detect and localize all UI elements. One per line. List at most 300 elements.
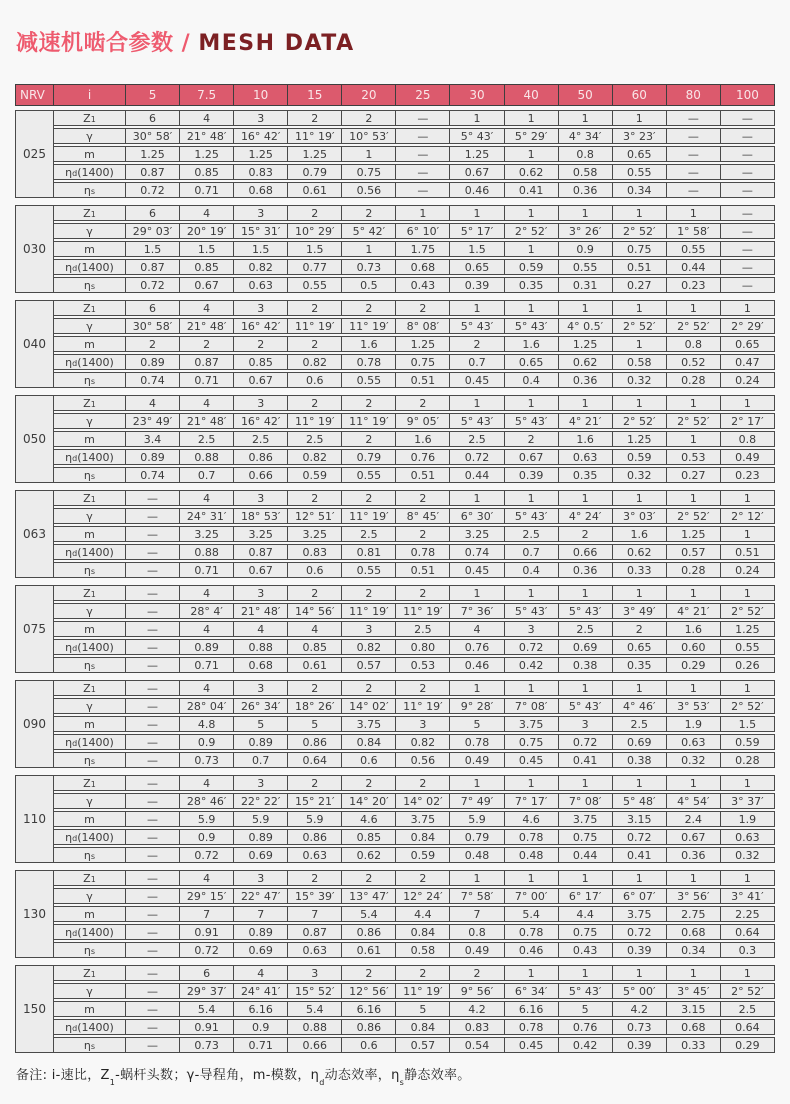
- value-cell: 0.9: [179, 829, 234, 845]
- row-label-cell: Z $_1$: [53, 965, 126, 981]
- value-cell: 2° 12′: [720, 508, 775, 524]
- value-cell: 2: [341, 205, 396, 221]
- row-label-cell: η $_d$ (1400): [53, 544, 126, 560]
- value-cell: 11° 19′: [341, 413, 396, 429]
- value-cell: 0.4: [504, 562, 559, 578]
- row-label-cell: η $_s$: [53, 277, 126, 293]
- value-cell: 0.46: [504, 942, 559, 958]
- header-cell-nrv: NRV: [15, 84, 54, 106]
- table-row: [53, 544, 775, 560]
- table-row: [53, 372, 775, 388]
- value-cell: 0.39: [504, 467, 559, 483]
- value-cell: 1: [720, 526, 775, 542]
- nrv-size-cell: 040: [15, 300, 54, 388]
- table-row: [53, 621, 775, 637]
- value-cell: 2: [341, 585, 396, 601]
- value-cell: —: [125, 829, 180, 845]
- value-cell: 0.59: [720, 734, 775, 750]
- mesh-table-nrv-025: [15, 110, 775, 198]
- value-cell: 0.3: [720, 942, 775, 958]
- table-row: [53, 870, 775, 886]
- value-cell: 3: [287, 965, 342, 981]
- value-cell: 4: [287, 621, 342, 637]
- value-cell: 0.41: [612, 847, 667, 863]
- table-row: [53, 942, 775, 958]
- value-cell: 16° 42′: [233, 128, 288, 144]
- value-cell: 4: [179, 490, 234, 506]
- value-cell: 2: [287, 585, 342, 601]
- value-cell: 1: [612, 110, 667, 126]
- value-cell: 1.75: [395, 241, 450, 257]
- value-cell: 0.76: [395, 449, 450, 465]
- value-cell: 0.48: [449, 847, 504, 863]
- value-cell: 0.68: [233, 182, 288, 198]
- value-cell: —: [125, 752, 180, 768]
- value-cell: 4: [179, 110, 234, 126]
- value-cell: 1° 58′: [666, 223, 721, 239]
- value-cell: 2.5: [504, 526, 559, 542]
- value-cell: 0.86: [233, 449, 288, 465]
- value-cell: 4.8: [179, 716, 234, 732]
- value-cell: 2° 52′: [666, 508, 721, 524]
- value-cell: —: [125, 942, 180, 958]
- value-cell: 2: [233, 336, 288, 352]
- value-cell: 1: [612, 336, 667, 352]
- value-cell: 3.75: [395, 811, 450, 827]
- table-row: [53, 1001, 775, 1017]
- value-cell: —: [666, 110, 721, 126]
- value-cell: 0.55: [558, 259, 613, 275]
- header-cell-ratio-i: i: [53, 84, 126, 106]
- value-cell: 0.68: [395, 259, 450, 275]
- value-cell: 1: [504, 775, 559, 791]
- value-cell: 1: [612, 490, 667, 506]
- value-cell: 5° 43′: [558, 983, 613, 999]
- value-cell: —: [125, 698, 180, 714]
- value-cell: 0.39: [612, 942, 667, 958]
- value-cell: 0.51: [395, 467, 450, 483]
- value-cell: 14° 02′: [341, 698, 396, 714]
- value-cell: 5° 43′: [504, 508, 559, 524]
- table-rows: [53, 490, 775, 578]
- value-cell: 11° 19′: [287, 128, 342, 144]
- value-cell: 5.4: [179, 1001, 234, 1017]
- value-cell: 5° 43′: [449, 413, 504, 429]
- value-cell: 10° 29′: [287, 223, 342, 239]
- value-cell: 5° 43′: [558, 603, 613, 619]
- value-cell: 0.23: [720, 467, 775, 483]
- value-cell: 0.59: [287, 467, 342, 483]
- value-cell: 4.4: [558, 906, 613, 922]
- value-cell: 0.72: [558, 734, 613, 750]
- value-cell: 2.5: [287, 431, 342, 447]
- value-cell: 0.67: [233, 372, 288, 388]
- value-cell: 1: [666, 585, 721, 601]
- value-cell: 3: [504, 621, 559, 637]
- value-cell: 7° 08′: [504, 698, 559, 714]
- value-cell: 0.49: [720, 449, 775, 465]
- value-cell: 3: [558, 716, 613, 732]
- value-cell: 7: [179, 906, 234, 922]
- value-cell: 0.65: [612, 146, 667, 162]
- value-cell: 5.4: [287, 1001, 342, 1017]
- value-cell: 3° 49′: [612, 603, 667, 619]
- value-cell: 1: [612, 205, 667, 221]
- value-cell: 1: [720, 490, 775, 506]
- value-cell: —: [720, 128, 775, 144]
- value-cell: 3: [233, 205, 288, 221]
- value-cell: 6: [179, 965, 234, 981]
- value-cell: 3° 56′: [666, 888, 721, 904]
- value-cell: 0.77: [287, 259, 342, 275]
- value-cell: —: [125, 508, 180, 524]
- value-cell: 21° 48′: [179, 413, 234, 429]
- value-cell: 6: [125, 110, 180, 126]
- value-cell: 28° 4′: [179, 603, 234, 619]
- mesh-data-sheet: [0, 84, 790, 1053]
- value-cell: 1: [558, 490, 613, 506]
- value-cell: 0.84: [341, 734, 396, 750]
- value-cell: 0.46: [449, 182, 504, 198]
- value-cell: 0.53: [395, 657, 450, 673]
- value-cell: 3° 41′: [720, 888, 775, 904]
- header-cell-ratio: 20: [341, 84, 396, 106]
- header-cell-ratio: 25: [395, 84, 450, 106]
- value-cell: 0.58: [612, 354, 667, 370]
- value-cell: 7° 08′: [558, 793, 613, 809]
- row-label-cell: η $_d$ (1400): [53, 449, 126, 465]
- value-cell: 0.82: [341, 639, 396, 655]
- value-cell: 0.91: [179, 924, 234, 940]
- row-label-cell: η $_d$ (1400): [53, 354, 126, 370]
- value-cell: —: [125, 544, 180, 560]
- value-cell: 3: [233, 870, 288, 886]
- value-cell: 3.75: [612, 906, 667, 922]
- value-cell: —: [125, 639, 180, 655]
- mesh-table-nrv-150: [15, 965, 775, 1053]
- table-row: [53, 128, 775, 144]
- value-cell: 0.66: [558, 544, 613, 560]
- row-label-cell: γ: [53, 888, 126, 904]
- value-cell: 2: [395, 395, 450, 411]
- value-cell: 2: [179, 336, 234, 352]
- nrv-size-cell: 075: [15, 585, 54, 673]
- value-cell: 1.5: [179, 241, 234, 257]
- table-rows: [53, 205, 775, 293]
- value-cell: 4° 0.5′: [558, 318, 613, 334]
- value-cell: 3.75: [341, 716, 396, 732]
- row-label-cell: η $_s$: [53, 847, 126, 863]
- table-row: [53, 354, 775, 370]
- table-rows: [53, 300, 775, 388]
- value-cell: 5° 43′: [504, 603, 559, 619]
- value-cell: 5° 43′: [504, 318, 559, 334]
- value-cell: —: [125, 906, 180, 922]
- value-cell: 2: [449, 965, 504, 981]
- value-cell: 3.25: [233, 526, 288, 542]
- value-cell: 0.52: [666, 354, 721, 370]
- value-cell: 0.55: [720, 639, 775, 655]
- value-cell: 2: [395, 870, 450, 886]
- value-cell: 1: [720, 965, 775, 981]
- value-cell: 0.76: [558, 1019, 613, 1035]
- value-cell: 3.4: [125, 431, 180, 447]
- value-cell: 7: [449, 906, 504, 922]
- value-cell: 0.74: [125, 372, 180, 388]
- mesh-table-nrv-110: [15, 775, 775, 863]
- value-cell: —: [720, 223, 775, 239]
- value-cell: 1: [504, 870, 559, 886]
- value-cell: 0.72: [449, 449, 504, 465]
- value-cell: 1: [341, 146, 396, 162]
- value-cell: 0.73: [179, 752, 234, 768]
- table-row: [53, 277, 775, 293]
- value-cell: 0.89: [233, 734, 288, 750]
- header-cell-ratio: 5: [125, 84, 180, 106]
- value-cell: 4° 34′: [558, 128, 613, 144]
- value-cell: 2: [287, 680, 342, 696]
- value-cell: 14° 20′: [341, 793, 396, 809]
- value-cell: 5.9: [179, 811, 234, 827]
- value-cell: 1.25: [720, 621, 775, 637]
- table-row: [53, 336, 775, 352]
- table-row: [53, 983, 775, 999]
- value-cell: 2: [612, 621, 667, 637]
- table-row: [53, 467, 775, 483]
- value-cell: 0.66: [233, 467, 288, 483]
- table-row: [53, 508, 775, 524]
- value-cell: 4° 46′: [612, 698, 667, 714]
- value-cell: 1: [666, 775, 721, 791]
- value-cell: 2: [287, 300, 342, 316]
- value-cell: 0.68: [666, 1019, 721, 1035]
- value-cell: —: [395, 128, 450, 144]
- row-label-cell: Z $_1$: [53, 300, 126, 316]
- table-row: [53, 906, 775, 922]
- value-cell: 0.89: [233, 924, 288, 940]
- header-cell-ratio: 80: [666, 84, 721, 106]
- value-cell: 3: [233, 300, 288, 316]
- value-cell: 21° 48′: [179, 128, 234, 144]
- value-cell: 0.74: [125, 467, 180, 483]
- value-cell: 12° 24′: [395, 888, 450, 904]
- value-cell: 1: [558, 965, 613, 981]
- value-cell: 4.4: [395, 906, 450, 922]
- value-cell: 0.78: [449, 734, 504, 750]
- value-cell: —: [720, 205, 775, 221]
- value-cell: 15° 52′: [287, 983, 342, 999]
- value-cell: —: [125, 965, 180, 981]
- value-cell: 11° 19′: [395, 698, 450, 714]
- value-cell: 0.51: [720, 544, 775, 560]
- mesh-table-nrv-090: [15, 680, 775, 768]
- value-cell: 0.45: [504, 752, 559, 768]
- table-row: [53, 562, 775, 578]
- value-cell: 0.7: [504, 544, 559, 560]
- value-cell: 28° 46′: [179, 793, 234, 809]
- value-cell: 6° 10′: [395, 223, 450, 239]
- value-cell: 1: [612, 585, 667, 601]
- value-cell: 4° 24′: [558, 508, 613, 524]
- value-cell: 0.55: [341, 372, 396, 388]
- value-cell: 0.64: [720, 1019, 775, 1035]
- value-cell: 11° 19′: [287, 413, 342, 429]
- value-cell: 1: [666, 680, 721, 696]
- mesh-table-nrv-030: [15, 205, 775, 293]
- nrv-size-cell: 130: [15, 870, 54, 958]
- value-cell: 1: [449, 110, 504, 126]
- value-cell: 12° 56′: [341, 983, 396, 999]
- row-label-cell: η $_s$: [53, 182, 126, 198]
- value-cell: 0.41: [504, 182, 559, 198]
- value-cell: 0.34: [666, 942, 721, 958]
- value-cell: 9° 28′: [449, 698, 504, 714]
- value-cell: 0.69: [612, 734, 667, 750]
- value-cell: 0.49: [449, 752, 504, 768]
- value-cell: 14° 56′: [287, 603, 342, 619]
- value-cell: 24° 41′: [233, 983, 288, 999]
- value-cell: 3: [233, 680, 288, 696]
- value-cell: —: [395, 110, 450, 126]
- value-cell: 5.4: [341, 906, 396, 922]
- value-cell: 0.89: [125, 449, 180, 465]
- row-label-cell: γ: [53, 698, 126, 714]
- value-cell: 2: [341, 395, 396, 411]
- table-row: [53, 585, 775, 601]
- value-cell: 2° 52′: [612, 223, 667, 239]
- value-cell: 0.87: [179, 354, 234, 370]
- value-cell: 0.56: [341, 182, 396, 198]
- value-cell: 5° 29′: [504, 128, 559, 144]
- value-cell: 1: [449, 585, 504, 601]
- value-cell: 0.72: [125, 182, 180, 198]
- value-cell: 0.63: [287, 847, 342, 863]
- value-cell: 0.71: [179, 562, 234, 578]
- value-cell: 0.71: [179, 182, 234, 198]
- value-cell: 6: [125, 205, 180, 221]
- table-row: [53, 924, 775, 940]
- value-cell: 2: [287, 336, 342, 352]
- value-cell: 2: [395, 965, 450, 981]
- value-cell: 0.79: [341, 449, 396, 465]
- value-cell: 30° 58′: [125, 128, 180, 144]
- value-cell: —: [125, 1001, 180, 1017]
- value-cell: 0.81: [341, 544, 396, 560]
- value-cell: 2.5: [233, 431, 288, 447]
- value-cell: 7° 17′: [504, 793, 559, 809]
- table-row: [53, 734, 775, 750]
- nrv-size-cell: 063: [15, 490, 54, 578]
- value-cell: 1: [666, 431, 721, 447]
- value-cell: 2: [341, 680, 396, 696]
- value-cell: 2° 52′: [504, 223, 559, 239]
- value-cell: 0.62: [612, 544, 667, 560]
- value-cell: 0.60: [666, 639, 721, 655]
- value-cell: 2: [125, 336, 180, 352]
- value-cell: 2.5: [720, 1001, 775, 1017]
- value-cell: 1.25: [287, 146, 342, 162]
- value-cell: 1: [666, 395, 721, 411]
- value-cell: 0.62: [558, 354, 613, 370]
- value-cell: 1: [612, 395, 667, 411]
- mesh-table-nrv-130: [15, 870, 775, 958]
- table-row: [53, 1037, 775, 1053]
- table-rows: [53, 585, 775, 673]
- value-cell: 0.69: [233, 942, 288, 958]
- value-cell: 11° 19′: [287, 318, 342, 334]
- nrv-size-cell: 090: [15, 680, 54, 768]
- value-cell: 6.16: [341, 1001, 396, 1017]
- value-cell: 1: [720, 680, 775, 696]
- value-cell: 0.87: [125, 259, 180, 275]
- value-cell: 4° 21′: [666, 603, 721, 619]
- value-cell: 0.57: [395, 1037, 450, 1053]
- value-cell: —: [125, 775, 180, 791]
- table-row: [53, 300, 775, 316]
- value-cell: —: [666, 128, 721, 144]
- value-cell: 0.85: [341, 829, 396, 845]
- value-cell: 0.91: [179, 1019, 234, 1035]
- value-cell: 0.78: [504, 1019, 559, 1035]
- value-cell: 1: [558, 680, 613, 696]
- row-label-cell: γ: [53, 508, 126, 524]
- value-cell: 0.84: [395, 829, 450, 845]
- value-cell: 0.61: [287, 657, 342, 673]
- value-cell: 1: [504, 965, 559, 981]
- value-cell: 5.9: [449, 811, 504, 827]
- value-cell: 0.46: [449, 657, 504, 673]
- row-label-cell: γ: [53, 128, 126, 144]
- value-cell: 0.65: [720, 336, 775, 352]
- value-cell: 2: [395, 300, 450, 316]
- value-cell: 7° 36′: [449, 603, 504, 619]
- value-cell: 2: [341, 431, 396, 447]
- value-cell: 0.65: [612, 639, 667, 655]
- row-label-cell: Z $_1$: [53, 775, 126, 791]
- value-cell: 0.75: [504, 734, 559, 750]
- value-cell: 0.64: [287, 752, 342, 768]
- value-cell: 1.25: [395, 336, 450, 352]
- nrv-size-cell: 030: [15, 205, 54, 293]
- row-label-cell: η $_d$ (1400): [53, 259, 126, 275]
- header-cell-ratio: 30: [449, 84, 504, 106]
- value-cell: 0.8: [666, 336, 721, 352]
- value-cell: 4: [449, 621, 504, 637]
- row-label-cell: η $_d$ (1400): [53, 924, 126, 940]
- value-cell: —: [125, 847, 180, 863]
- value-cell: 0.63: [287, 942, 342, 958]
- value-cell: 29° 15′: [179, 888, 234, 904]
- value-cell: 1: [504, 110, 559, 126]
- row-label-cell: m: [53, 526, 126, 542]
- value-cell: 0.69: [233, 847, 288, 863]
- value-cell: 0.71: [233, 1037, 288, 1053]
- value-cell: 0.78: [504, 829, 559, 845]
- value-cell: —: [125, 734, 180, 750]
- value-cell: 2: [395, 775, 450, 791]
- value-cell: 1: [558, 300, 613, 316]
- nrv-size-cell: 110: [15, 775, 54, 863]
- value-cell: 4: [179, 680, 234, 696]
- value-cell: 1: [666, 965, 721, 981]
- value-cell: 0.55: [666, 241, 721, 257]
- table-row: [53, 318, 775, 334]
- value-cell: 0.72: [612, 829, 667, 845]
- value-cell: 1: [504, 205, 559, 221]
- value-cell: 0.34: [612, 182, 667, 198]
- value-cell: —: [125, 924, 180, 940]
- value-cell: 0.38: [612, 752, 667, 768]
